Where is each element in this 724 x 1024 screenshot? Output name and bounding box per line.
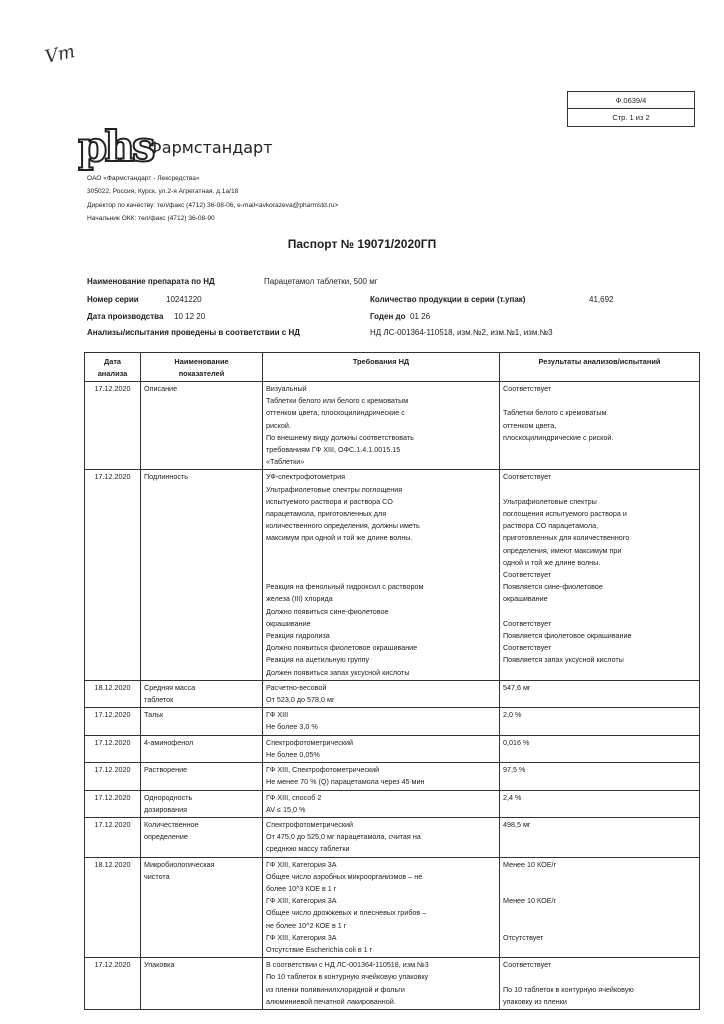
header-results: Результаты анализов/испытаний [500, 353, 700, 382]
requirement: В соответствии с НД ЛС-001364-110518, изм.№3 По 10 таблеток в контурную ячейковую упаковку из пленки поливинилхлоридной и фольги алюминиевой печатной лакированной. [263, 958, 500, 1010]
indicator-name: Микробиологическая чистота [141, 857, 263, 958]
table-row [85, 708, 700, 735]
indicator-name: Упаковка [141, 958, 263, 1010]
expiry-label: Годен до [370, 312, 406, 321]
product-label: Наименование препарата по НД [87, 277, 215, 286]
batch-label: Номер серии [87, 295, 139, 304]
result: Соответствует Ультрафиолетовые спектры поглощения испытуемого раствора и раствора СО парацетамола, приготовленных для количественного определения, имеют максимум при одной и той же длине волны. Соответствует Появляется сине-фиолетовое окрашивание Соответствует Появляется фиолетовое окрашивание Соответствует Появляется запах уксусной кислоты [500, 470, 700, 680]
result: 2,0 % [500, 708, 700, 735]
expiry-value: 01 26 [410, 312, 431, 321]
table-row [85, 470, 700, 680]
analysis-date: 17.12.2020 [85, 790, 141, 817]
passport-title: Паспорт № 19071/2020ГП [287, 237, 437, 251]
company-info [87, 172, 487, 226]
result: Соответствует Таблетки белого с кремоватым оттенком цвета, плоскоцилиндрические с риской. [500, 382, 700, 470]
table-row [85, 958, 700, 1010]
requirement: Расчетно-весовой От 523,0 до 578,0 мг [263, 680, 500, 707]
analysis-date: 17.12.2020 [85, 735, 141, 762]
indicator-name: Описание [141, 382, 263, 470]
requirement: ГФ XIII Не более 3,0 % [263, 708, 500, 735]
quantity-label: Количество продукции в серии (т.упак) [370, 295, 526, 304]
result: 2,4 % [500, 790, 700, 817]
header-date: Дата анализа [85, 353, 141, 382]
requirement: Спектрофотометрический Не более 0,05% [263, 735, 500, 762]
result: Соответствует По 10 таблеток в контурную ячейковую упаковку из пленки [500, 958, 700, 1010]
analysis-date: 17.12.2020 [85, 958, 141, 1010]
table-row [85, 817, 700, 857]
indicator-name: 4-аминофенол [141, 735, 263, 762]
table-row [85, 790, 700, 817]
company-logo [78, 124, 278, 170]
analysis-date: 18.12.2020 [85, 857, 141, 958]
handwritten-signature: Vm [43, 41, 77, 68]
result: 0,016 % [500, 735, 700, 762]
table-body [85, 382, 700, 1010]
result: 97,5 % [500, 763, 700, 790]
table-header-row [85, 353, 700, 382]
analysis-date: 17.12.2020 [85, 470, 141, 680]
result: Менее 10 КОЕ/г Менее 10 КОЕ/г Отсутствует [500, 857, 700, 958]
analysis-date: 17.12.2020 [85, 382, 141, 470]
batch-value: 10241220 [166, 295, 202, 304]
header-requirements: Требования НД [263, 353, 500, 382]
table-row [85, 763, 700, 790]
table-row [85, 857, 700, 958]
requirement: Спектрофотометрический От 475,0 до 525,0 мг парацетамола, считая на среднюю массу таблетки [263, 817, 500, 857]
analysis-date: 17.12.2020 [85, 763, 141, 790]
logo-text: Фармстандарт [148, 138, 273, 157]
result: 498,5 мг [500, 817, 700, 857]
indicator-name: Однородность дозирования [141, 790, 263, 817]
company-name: ОАО «Фармстандарт - Лексредства» [87, 175, 200, 182]
indicator-name: Средняя масса таблеток [141, 680, 263, 707]
logo-mark: phs [78, 122, 153, 171]
table-row [85, 680, 700, 707]
analysis-date: 17.12.2020 [85, 817, 141, 857]
result: 547,6 мг [500, 680, 700, 707]
indicator-name: Растворение [141, 763, 263, 790]
requirement: ГФ XIII, Категория 3А Общее число аэробных микроорганизмов – не более 10^3 КОЕ в 1 г ГФ XIII, Категория 3А Общее число дрожжевых и плесневых грибов – не более 10^2 КОЕ в 1 г ГФ XIII, Категория 3А Отсутствие Escherichia coli в 1 г [263, 857, 500, 958]
quality-director-contact: Директор по качеству: тел/факс (4712) 36-08-06, e-mail<avkorazeva@pharmstd.ru> [87, 201, 339, 209]
results-table [84, 352, 700, 1010]
product-value: Парацетамол таблетки, 500 мг [264, 277, 378, 286]
indicator-name: Количественное определение [141, 817, 263, 857]
indicator-name: Тальк [141, 708, 263, 735]
manufacture-date-label: Дата производства [87, 312, 164, 321]
requirement: ГФ XIII, Спектрофотометрический Не менее 70 % (Q) парацетамола через 45 мин [263, 763, 500, 790]
tests-label: Анализы/испытания проведены в соответствии с НД [87, 328, 300, 337]
page-indicator: Стр. 1 из 2 [612, 113, 650, 122]
table-row [85, 382, 700, 470]
analysis-date: 18.12.2020 [85, 680, 141, 707]
requirement: ГФ XIII, способ 2 AV ≤ 15,0 % [263, 790, 500, 817]
requirement: Визуальный Таблетки белого или белого с кремоватым оттенком цвета, плоскоцилиндрические с риской. По внешнему виду должны соответствовать требованиям ГФ XIII, ОФС.1.4.1.0015.15 «Таблетки» [263, 382, 500, 470]
qc-head-contact: Начальник ОКК: тел/факс (4712) 36-08-90 [87, 215, 215, 223]
tests-value: НД ЛС-001364-110518, изм.№2, изм.№1, изм.№3 [370, 328, 553, 337]
manufacture-date-value: 10 12 20 [174, 312, 206, 321]
requirement: УФ-спектрофотометрия Ультрафиолетовые спектры поглощения испытуемого раствора и раствора СО парацетамола, приготовленных для количественного определения, должны иметь максимум при одной и той же длине волны. Реакция на фенольный гидроксил с раствором железа (III) хлорида Должно появиться сине-фиолетовое окрашивание Реакция гидролиза Должно появиться фиолетовое окрашивание Реакция на ацетильную группу Должен появиться запах уксусной кислоты [263, 470, 500, 680]
indicator-name: Подлинность [141, 470, 263, 680]
analysis-date: 17.12.2020 [85, 708, 141, 735]
quantity-value: 41,692 [589, 295, 614, 304]
form-code-box [567, 91, 695, 127]
header-indicator: Наименование показателей [141, 353, 263, 382]
company-address: 305022, Россия, Курск, ул.2-я Агрегатная, д.1а/18 [87, 188, 239, 196]
form-code: Ф.0639/4 [568, 92, 694, 109]
table-row [85, 735, 700, 762]
